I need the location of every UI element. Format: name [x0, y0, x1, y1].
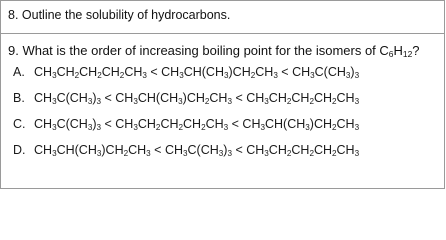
- formula-subscript: 3: [260, 123, 265, 133]
- formula-h: H: [393, 43, 403, 58]
- formula-subscript: 3: [96, 149, 102, 159]
- formula-segment: ): [350, 65, 355, 79]
- formula-segment: )CH: [101, 143, 124, 157]
- formula-segment: CH: [161, 65, 180, 79]
- formula-segment: CH(CH: [183, 65, 224, 79]
- formula-segment: CH: [292, 65, 311, 79]
- formula-subscript: 3: [354, 123, 360, 133]
- formula-segment: CH: [246, 91, 265, 105]
- option-b-letter: B.: [13, 91, 25, 105]
- formula-subscript: 3: [179, 71, 184, 81]
- question-9-stem-text: 9. What is the order of increasing boiling point for the isomers of C: [8, 43, 389, 58]
- option-c-formula: [34, 117, 359, 131]
- formula-segment: CH: [242, 117, 261, 131]
- formula-segment: )CH: [309, 117, 333, 131]
- formula-subscript: 3: [133, 97, 138, 107]
- formula-segment: CH: [336, 117, 355, 131]
- formula-subscript: 3: [227, 149, 232, 159]
- formula-subscript: 2: [119, 71, 125, 81]
- formula-segment: CH: [336, 143, 355, 157]
- formula-subscript: 3: [146, 149, 151, 159]
- formula-segment: CH(CH: [56, 143, 97, 157]
- formula-segment: CH: [268, 143, 287, 157]
- formula-segment: CH: [291, 143, 310, 157]
- formula-subscript: 3: [178, 97, 183, 107]
- option-d-letter: D.: [13, 143, 26, 157]
- formula-segment: CH: [164, 143, 183, 157]
- formula-segment: CH: [34, 91, 53, 105]
- formula-sub-12: 12: [402, 49, 413, 60]
- formula-subscript: 3: [264, 97, 269, 107]
- formula-subscript: 3: [354, 149, 360, 159]
- formula-subscript: 3: [87, 97, 93, 107]
- option-c-letter: C.: [13, 117, 26, 131]
- formula-subscript: 3: [96, 123, 102, 133]
- formula-subscript: 2: [204, 97, 210, 107]
- formula-segment: <: [146, 65, 162, 79]
- formula-subscript: 2: [332, 97, 337, 107]
- formula-segment: CH: [313, 143, 333, 157]
- option-d-formula: [34, 143, 359, 157]
- formula-subscript: 3: [96, 97, 102, 107]
- formula-segment: CH: [183, 117, 202, 131]
- formula-subscript: 2: [155, 123, 161, 133]
- formula-segment: CH: [79, 65, 98, 79]
- formula-segment: CH: [115, 91, 134, 105]
- formula-segment: )CH: [228, 65, 251, 79]
- formula-segment: CH: [246, 143, 265, 157]
- formula-segment: CH: [124, 65, 143, 79]
- formula-subscript: 3: [52, 149, 57, 159]
- question-9-row: [1, 34, 444, 188]
- formula-segment: CH(CH: [265, 117, 306, 131]
- formula-segment: CH: [160, 117, 179, 131]
- formula-segment: CH: [291, 91, 310, 105]
- formula-segment: CH: [34, 117, 53, 131]
- question-9-stem-suffix: ?: [412, 43, 420, 58]
- formula-segment: CH(CH: [137, 91, 179, 105]
- formula-subscript: 3: [273, 71, 278, 81]
- formula-segment: CH: [255, 65, 274, 79]
- formula-segment: CH: [115, 117, 134, 131]
- question-8-row: [1, 1, 444, 34]
- question-8-text: 8. Outline the solubility of hydrocarbons.: [8, 8, 231, 22]
- option-a-letter: A.: [13, 65, 25, 79]
- formula-subscript: 3: [224, 71, 229, 81]
- formula-segment: CH: [313, 91, 333, 105]
- formula-segment: <: [231, 91, 247, 105]
- formula-subscript: 2: [309, 149, 314, 159]
- formula-segment: CH: [34, 65, 53, 79]
- formula-segment: <: [150, 143, 165, 157]
- option-a-formula: [34, 65, 359, 79]
- formula-subscript: 3: [354, 71, 360, 81]
- formula-segment: C(CH: [187, 143, 219, 157]
- formula-subscript: 2: [286, 149, 292, 159]
- formula-subscript: 3: [142, 71, 147, 81]
- formula-segment: CH: [56, 65, 75, 79]
- formula-subscript: 3: [345, 71, 351, 81]
- formula-subscript: 3: [310, 71, 315, 81]
- option-d[interactable]: [13, 143, 359, 157]
- formula-subscript: 2: [74, 71, 80, 81]
- formula-segment: C(CH: [56, 91, 88, 105]
- formula-segment: CH: [128, 143, 147, 157]
- formula-segment: )CH: [182, 91, 205, 105]
- formula-segment: CH: [336, 91, 355, 105]
- question-9-stem: [8, 43, 420, 58]
- formula-sub-6: 6: [388, 49, 394, 60]
- formula-subscript: 3: [183, 149, 188, 159]
- formula-segment: <: [277, 65, 293, 79]
- formula-subscript: 3: [52, 71, 57, 81]
- formula-segment: ): [92, 91, 97, 105]
- formula-subscript: 3: [354, 97, 360, 107]
- formula-subscript: 2: [332, 123, 337, 133]
- formula-segment: <: [101, 91, 116, 105]
- formula-segment: ): [223, 143, 228, 157]
- formula-segment: <: [101, 117, 116, 131]
- formula-subscript: 3: [264, 149, 269, 159]
- formula-segment: <: [231, 143, 247, 157]
- option-c[interactable]: [13, 117, 359, 131]
- formula-segment: CH: [34, 143, 53, 157]
- formula-subscript: 2: [309, 97, 314, 107]
- option-b[interactable]: [13, 91, 359, 105]
- formula-subscript: 2: [286, 97, 292, 107]
- formula-subscript: 2: [332, 149, 337, 159]
- formula-segment: CH: [137, 117, 156, 131]
- formula-subscript: 2: [178, 123, 184, 133]
- formula-subscript: 3: [133, 123, 138, 133]
- formula-segment: CH: [209, 91, 228, 105]
- formula-subscript: 2: [201, 123, 206, 133]
- formula-segment: C(CH: [314, 65, 346, 79]
- formula-subscript: 3: [218, 149, 224, 159]
- option-a[interactable]: [13, 65, 359, 79]
- formula-subscript: 3: [52, 97, 57, 107]
- formula-segment: <: [228, 117, 243, 131]
- formula-subscript: 2: [123, 149, 129, 159]
- formula-segment: ): [92, 117, 97, 131]
- formula-subscript: 3: [223, 123, 229, 133]
- formula-segment: C(CH: [56, 117, 88, 131]
- formula-subscript: 2: [97, 71, 102, 81]
- formula-segment: CH: [205, 117, 224, 131]
- formula-subscript: 3: [87, 123, 93, 133]
- formula-subscript: 3: [305, 123, 310, 133]
- formula-segment: CH: [101, 65, 120, 79]
- formula-subscript: 2: [250, 71, 256, 81]
- option-b-formula: [34, 91, 359, 105]
- formula-subscript: 3: [227, 97, 232, 107]
- formula-segment: CH: [268, 91, 287, 105]
- formula-subscript: 3: [52, 123, 57, 133]
